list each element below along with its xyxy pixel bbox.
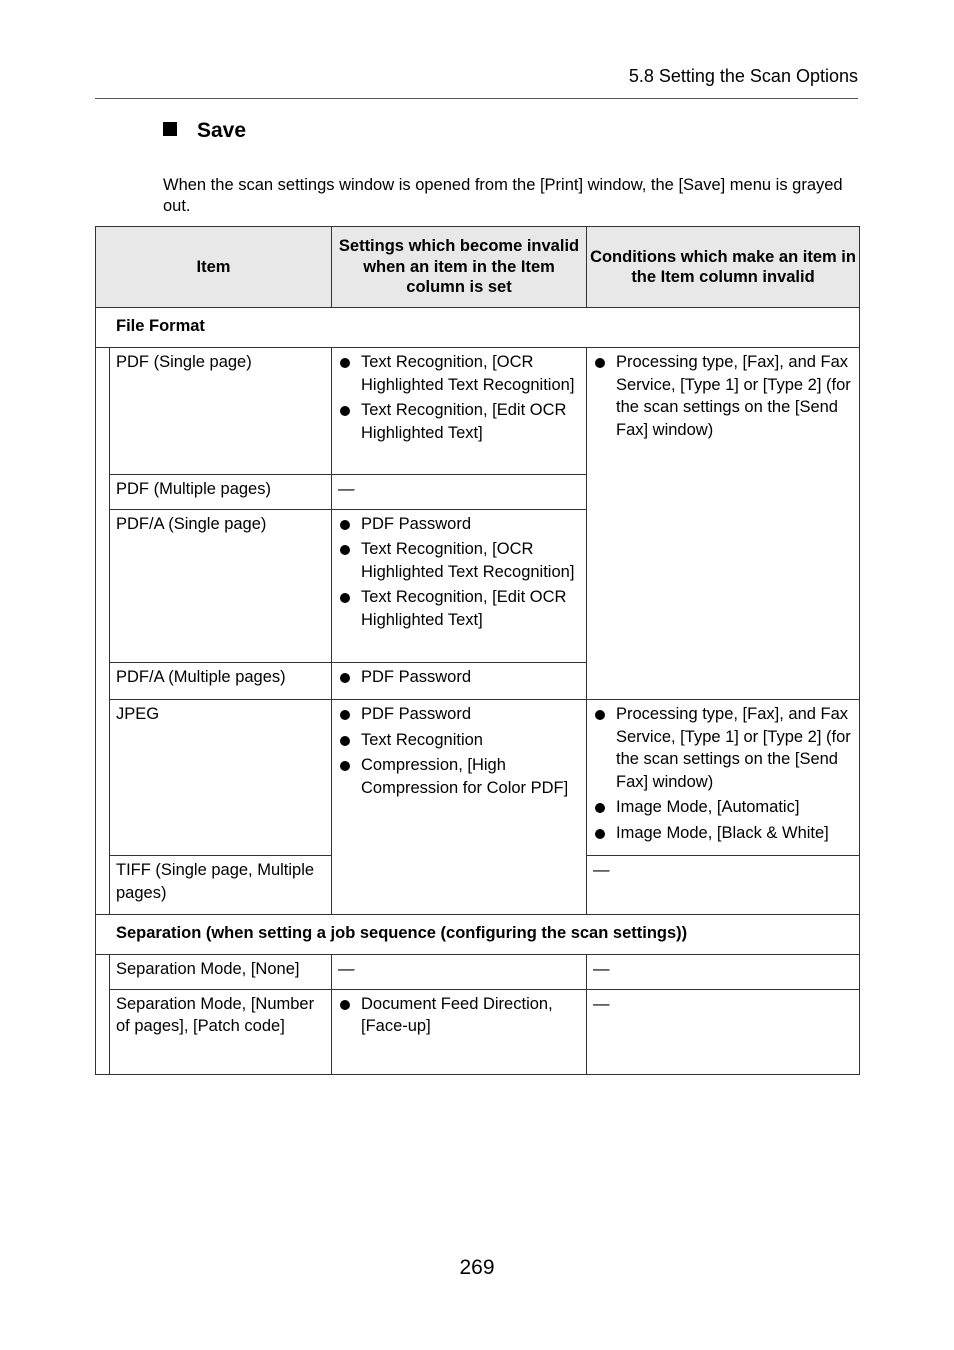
item-cell: PDF (Single page)	[110, 348, 332, 475]
conditions-list	[593, 703, 853, 844]
table-row	[96, 700, 860, 856]
item-cell: Separation Mode, [Number of pages], [Patch code]	[110, 989, 332, 1074]
conditions-cell: —	[587, 989, 860, 1074]
list-item: PDF Password	[338, 513, 580, 536]
table-row	[96, 348, 860, 475]
item-cell: PDF (Multiple pages)	[110, 475, 332, 510]
settings-cell: —	[332, 955, 587, 990]
settings-cell	[332, 662, 587, 700]
header-item: Item	[96, 227, 332, 308]
list-item: PDF Password	[338, 666, 580, 689]
settings-cell	[332, 989, 587, 1074]
indent-cell	[96, 348, 110, 915]
settings-cell	[332, 509, 587, 662]
square-bullet-icon	[163, 122, 177, 136]
item-cell: TIFF (Single page, Multiple pages)	[110, 856, 332, 915]
conditions-cell: —	[587, 856, 860, 915]
item-cell: Separation Mode, [None]	[110, 955, 332, 990]
table-header-row	[96, 227, 860, 308]
conditions-list	[593, 351, 853, 441]
section-title: Save	[197, 119, 247, 142]
list-item: Text Recognition, [OCR Highlighted Text Recognition]	[338, 351, 580, 396]
intro-paragraph: When the scan settings window is opened from the [Print] window, the [Save] menu is grayed out.	[163, 176, 843, 215]
indent-cell	[96, 955, 110, 1075]
group-title-file-format: File Format	[96, 308, 860, 348]
settings-list	[338, 666, 580, 689]
conditions-cell: —	[587, 955, 860, 990]
list-item: Text Recognition, [Edit OCR Highlighted Text]	[338, 399, 580, 444]
settings-list	[338, 351, 580, 444]
item-cell: PDF/A (Single page)	[110, 509, 332, 662]
conditions-cell	[587, 700, 860, 856]
list-item: Compression, [High Compression for Color PDF]	[338, 754, 580, 799]
list-item: Document Feed Direction, [Face-up]	[338, 993, 580, 1038]
list-item: Processing type, [Fax], and Fax Service, [Type 1] or [Type 2] (for the scan settings on the [Send Fax] window)	[593, 351, 853, 441]
page-header	[95, 64, 858, 99]
settings-list	[338, 993, 580, 1038]
list-item: Image Mode, [Black & White]	[593, 822, 853, 845]
settings-list	[338, 513, 580, 632]
save-settings-table	[95, 226, 860, 1075]
settings-cell	[332, 700, 587, 915]
section-breadcrumb: 5.8 Setting the Scan Options	[628, 66, 858, 86]
list-item: Processing type, [Fax], and Fax Service, [Type 1] or [Type 2] (for the scan settings on the [Send Fax] window)	[593, 703, 853, 793]
list-item: PDF Password	[338, 703, 580, 726]
item-cell: PDF/A (Multiple pages)	[110, 662, 332, 700]
page-number: 269	[459, 1256, 495, 1279]
group-title-separation: Separation (when setting a job sequence (configuring the scan settings))	[96, 915, 860, 955]
conditions-cell	[587, 348, 860, 700]
list-item: Text Recognition, [Edit OCR Highlighted Text]	[338, 586, 580, 631]
settings-cell	[332, 348, 587, 475]
group-row-separation	[96, 915, 860, 955]
group-row-file-format	[96, 308, 860, 348]
header-settings: Settings which become invalid when an item in the Item column is set	[332, 227, 587, 308]
list-item: Text Recognition, [OCR Highlighted Text Recognition]	[338, 538, 580, 583]
settings-list	[338, 703, 580, 799]
settings-cell: —	[332, 475, 587, 510]
list-item: Image Mode, [Automatic]	[593, 796, 853, 819]
header-conditions: Conditions which make an item in the Item column invalid	[587, 227, 860, 308]
table-row	[96, 955, 860, 990]
item-cell: JPEG	[110, 700, 332, 856]
list-item: Text Recognition	[338, 729, 580, 752]
table-row	[96, 989, 860, 1074]
section-heading	[163, 119, 246, 143]
